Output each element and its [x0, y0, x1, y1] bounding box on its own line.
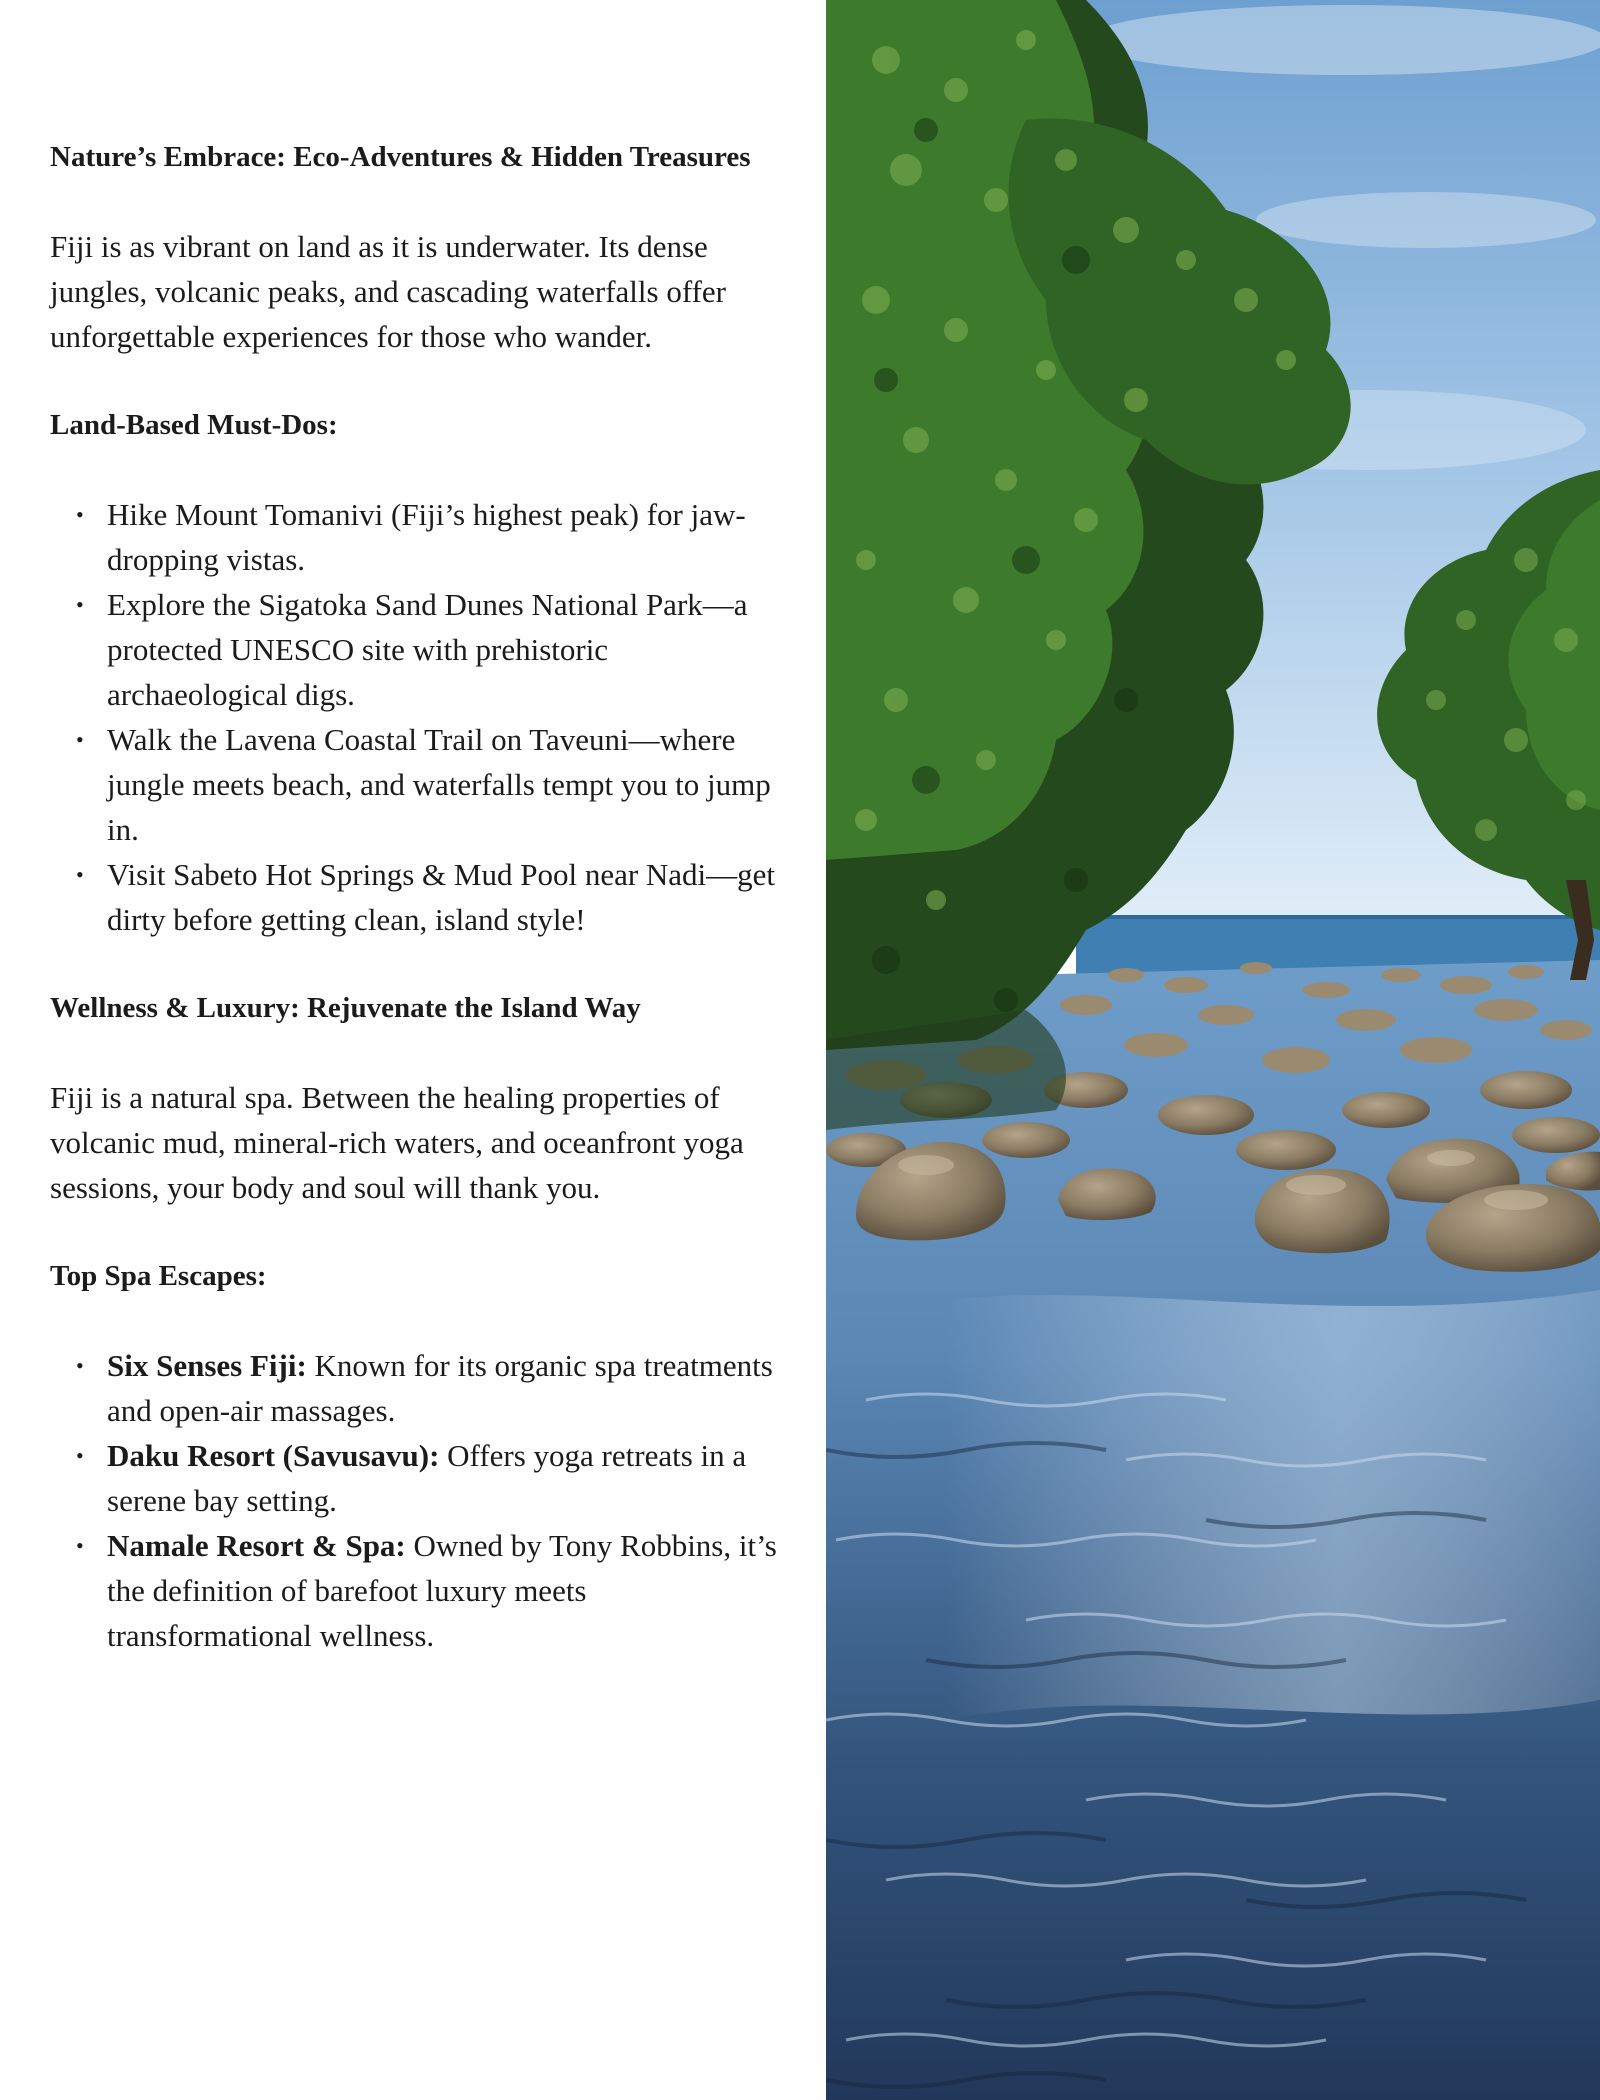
- spa-list: [50, 1343, 785, 1658]
- bullet-icon: •: [76, 727, 84, 752]
- list-item: [50, 492, 785, 582]
- river-landscape-photo: [826, 0, 1600, 2100]
- spa-name: Daku Resort (Savusavu):: [107, 1438, 440, 1473]
- list-item: [50, 582, 785, 717]
- land-activities-list: [50, 492, 785, 942]
- list-item: [50, 717, 785, 852]
- section-title-nature: Nature’s Embrace: Eco-Adventures & Hidden Treasures: [50, 141, 751, 173]
- list-item-text: Walk the Lavena Coastal Trail on Taveuni—where jungle meets beach, and waterfalls tempt you to jump in.: [107, 722, 771, 847]
- bullet-icon: •: [76, 1533, 84, 1558]
- bullet-icon: •: [76, 592, 84, 617]
- list-item: [50, 1343, 785, 1433]
- text-column: [50, 135, 785, 1658]
- list-item: [50, 1433, 785, 1523]
- list-item-text: Hike Mount Tomanivi (Fiji’s highest peak) for jaw-dropping vistas.: [107, 497, 746, 577]
- bullet-icon: •: [76, 502, 84, 527]
- list-heading-spa: Top Spa Escapes:: [50, 1260, 267, 1292]
- bullet-icon: •: [76, 862, 84, 887]
- list-item-text: Explore the Sigatoka Sand Dunes National Park—a protected UNESCO site with prehistoric archaeological digs.: [107, 587, 748, 712]
- list-item: [50, 852, 785, 942]
- intro-paragraph-wellness: Fiji is a natural spa. Between the healing properties of volcanic mud, mineral-rich waters, and oceanfront yoga sessions, your body and soul will thank you.: [50, 1080, 744, 1205]
- spa-name: Namale Resort & Spa:: [107, 1528, 406, 1563]
- list-item-text: Visit Sabeto Hot Springs & Mud Pool near Nadi—get dirty before getting clean, island style!: [107, 857, 776, 937]
- section-title-wellness: Wellness & Luxury: Rejuvenate the Island Way: [50, 992, 641, 1024]
- photo-illustration: [826, 0, 1600, 2100]
- spa-description: Offers yoga retreats in a serene bay setting.: [107, 1438, 747, 1518]
- intro-paragraph-nature: Fiji is as vibrant on land as it is underwater. Its dense jungles, volcanic peaks, and cascading waterfalls offer unforgettable experiences for those who wander.: [50, 229, 726, 354]
- bullet-icon: •: [76, 1353, 84, 1378]
- spa-description: Owned by Tony Robbins, it’s the definition of barefoot luxury meets transformational wellness.: [107, 1528, 777, 1653]
- list-item: [50, 1523, 785, 1658]
- spa-name: Six Senses Fiji:: [107, 1348, 307, 1383]
- bullet-icon: •: [76, 1443, 84, 1468]
- list-heading-land: Land-Based Must-Dos:: [50, 409, 338, 441]
- spa-description: Known for its organic spa treatments and open-air massages.: [107, 1348, 773, 1428]
